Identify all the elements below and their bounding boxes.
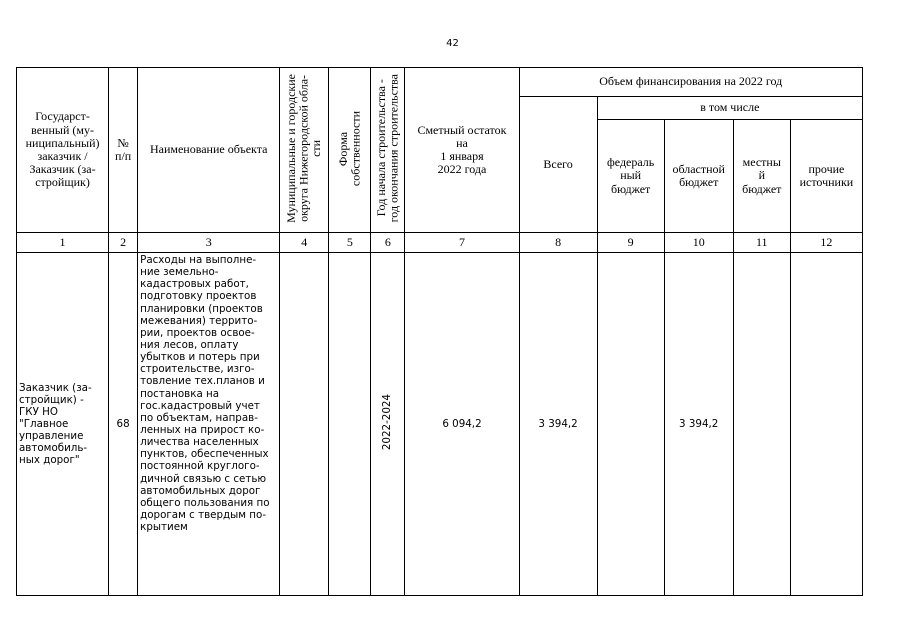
cell-total: 3 394,2 bbox=[519, 253, 597, 596]
column-number-row bbox=[17, 233, 863, 253]
column-number: 2 bbox=[109, 233, 138, 253]
column-number: 6 bbox=[371, 233, 405, 253]
header-ownership bbox=[329, 68, 371, 233]
cell-ownership bbox=[329, 253, 371, 596]
column-number: 8 bbox=[519, 233, 597, 253]
header-local: местны й бюджет bbox=[733, 120, 790, 233]
cell-customer: Заказчик (за- стройщик) - ГКУ НО "Главное управление автомобиль- ных дорог" bbox=[17, 253, 109, 596]
header-municipality-text: Муниципальные и городские округа Нижегородской обла- сти bbox=[284, 73, 324, 223]
cell-municipality bbox=[280, 253, 329, 596]
header-row-1 bbox=[17, 68, 863, 97]
header-funding-title: Объем финансирования на 2022 год bbox=[519, 68, 862, 97]
cell-object-name: Расходы на выполне- ние земельно- кадастровых работ, подготовку проектов планировки (проектов межевания) террито- рии, проектов освое- ния лесов, оплату убытков и потерь при строительстве, изго- товление тех.планов и постановка на гос.кадастровый учет по объектам, направ- ленных на прирост ко- личества населенных пунктов, обеспеченных постоянной круглого- дичной связью с сетью автомобильных дорог общего пользования по дорогам с твердым по- крытием bbox=[138, 253, 280, 596]
column-number: 5 bbox=[329, 233, 371, 253]
cell-other bbox=[790, 253, 862, 596]
header-regional: областной бюджет bbox=[664, 120, 733, 233]
header-ownership-text: Форма собственности bbox=[336, 110, 363, 186]
header-years bbox=[371, 68, 405, 233]
header-estimated-balance: Сметный остаток на 1 января 2022 года bbox=[405, 68, 519, 233]
header-federal: федераль ный бюджет bbox=[597, 120, 664, 233]
column-number: 7 bbox=[405, 233, 519, 253]
column-number: 10 bbox=[664, 233, 733, 253]
header-years-text: Год начала строительства - год окончания строительства bbox=[374, 74, 401, 223]
header-customer: Государст- венный (му- ниципальный) заказчик / Заказчик (за- стройщик) bbox=[17, 68, 109, 233]
column-number: 11 bbox=[733, 233, 790, 253]
column-number: 1 bbox=[17, 233, 109, 253]
column-number: 12 bbox=[790, 233, 862, 253]
cell-estimated-balance: 6 094,2 bbox=[405, 253, 519, 596]
column-number: 3 bbox=[138, 233, 280, 253]
cell-number: 68 bbox=[109, 253, 138, 596]
header-number: № п/п bbox=[109, 68, 138, 233]
header-total: Всего bbox=[519, 97, 597, 233]
header-object-name: Наименование объекта bbox=[138, 68, 280, 233]
cell-local bbox=[733, 253, 790, 596]
cell-federal bbox=[597, 253, 664, 596]
financing-table bbox=[16, 67, 863, 596]
cell-years-text: 2022-2024 bbox=[381, 394, 394, 451]
header-municipality bbox=[280, 68, 329, 233]
page-number: 42 bbox=[446, 38, 459, 49]
column-number: 9 bbox=[597, 233, 664, 253]
table-row bbox=[17, 253, 863, 596]
header-other: прочие источники bbox=[790, 120, 862, 233]
cell-regional: 3 394,2 bbox=[664, 253, 733, 596]
column-number: 4 bbox=[280, 233, 329, 253]
cell-years bbox=[371, 253, 405, 596]
header-including: в том числе bbox=[597, 97, 862, 120]
